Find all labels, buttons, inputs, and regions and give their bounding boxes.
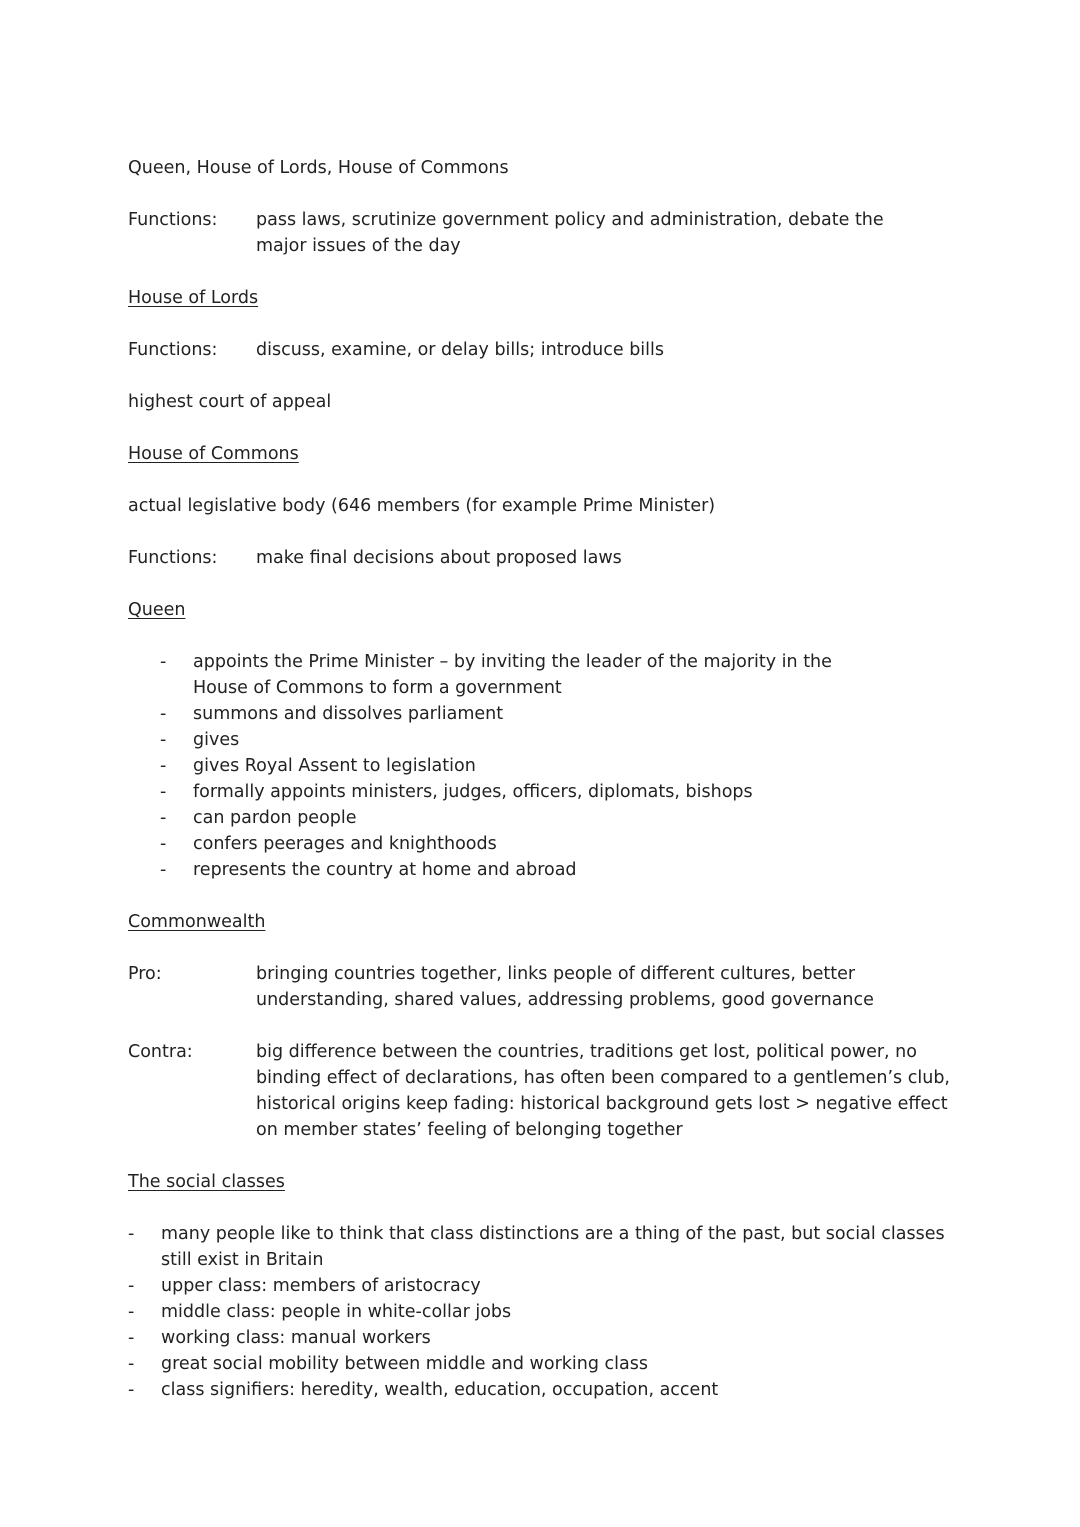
- list-item-text: formally appoints ministers, judges, officers, diplomats, bishops: [193, 782, 753, 802]
- list-item-text: many people like to think that class distinctions are a thing of the past, but social classes still exist in Britain: [161, 1224, 945, 1270]
- pro-value: bringing countries together, links people of different cultures, better understanding, shared values, addressing problems, good governance: [256, 964, 874, 1010]
- list-item: [128, 1299, 948, 1325]
- commons-functions-value: make final decisions about proposed laws: [256, 548, 622, 568]
- commonwealth-pro: [128, 961, 958, 1013]
- dash-bullet: -: [160, 834, 167, 854]
- list-item-text: great social mobility between middle and working class: [161, 1354, 648, 1374]
- list-item-text: class signifiers: heredity, wealth, education, occupation, accent: [161, 1380, 719, 1400]
- list-item: [128, 1351, 948, 1377]
- list-item: [128, 727, 888, 753]
- commons-description: actual legislative body (646 members (for example Prime Minister): [128, 496, 716, 516]
- dash-bullet: -: [160, 756, 167, 776]
- document-page: [128, 155, 958, 1403]
- list-item-text: upper class: members of aristocracy: [161, 1276, 481, 1296]
- social-classes-list: [128, 1221, 948, 1403]
- lords-functions-label: Functions:: [128, 340, 218, 360]
- intro-line: Queen, House of Lords, House of Commons: [128, 158, 509, 178]
- commons-functions-label: Functions:: [128, 548, 218, 568]
- contra-value: big difference between the countries, traditions get lost, political power, no binding effect of declarations, has often been compared to a gentlemen’s club, historical origins keep fading: historical background gets lost > negative effect on member states’ feeling of belonging together: [256, 1042, 950, 1140]
- house-of-lords-heading: House of Lords: [128, 288, 259, 308]
- dash-bullet: -: [160, 730, 167, 750]
- list-item-text: represents the country at home and abroad: [193, 860, 577, 880]
- list-item-text: middle class: people in white-collar jobs: [161, 1302, 512, 1322]
- commonwealth-heading: Commonwealth: [128, 912, 266, 932]
- dash-bullet: -: [128, 1276, 135, 1296]
- commons-functions: [128, 545, 958, 571]
- list-item: [128, 701, 888, 727]
- parliament-functions: [128, 207, 958, 259]
- dash-bullet: -: [128, 1328, 135, 1348]
- dash-bullet: -: [160, 808, 167, 828]
- list-item: [128, 1325, 948, 1351]
- lords-functions-value: discuss, examine, or delay bills; introduce bills: [256, 340, 665, 360]
- dash-bullet: -: [160, 782, 167, 802]
- house-of-commons-heading: House of Commons: [128, 444, 299, 464]
- commonwealth-contra: [128, 1039, 958, 1143]
- list-item-text: appoints the Prime Minister – by inviting the leader of the majority in the House of Commons to form a government: [193, 652, 832, 698]
- dash-bullet: -: [128, 1354, 135, 1374]
- list-item-text: gives Royal Assent to legislation: [193, 756, 476, 776]
- queen-heading: Queen: [128, 600, 186, 620]
- dash-bullet: -: [128, 1224, 135, 1244]
- list-item: [128, 779, 888, 805]
- lords-note: highest court of appeal: [128, 392, 332, 412]
- list-item-text: can pardon people: [193, 808, 357, 828]
- dash-bullet: -: [160, 860, 167, 880]
- lords-functions: [128, 337, 958, 363]
- list-item: [128, 649, 888, 701]
- list-item: [128, 857, 888, 883]
- contra-label: Contra:: [128, 1042, 193, 1062]
- list-item: [128, 805, 888, 831]
- social-classes-heading: The social classes: [128, 1172, 285, 1192]
- dash-bullet: -: [128, 1380, 135, 1400]
- list-item-text: confers peerages and knighthoods: [193, 834, 497, 854]
- dash-bullet: -: [128, 1302, 135, 1322]
- list-item: [128, 1221, 948, 1273]
- list-item-text: working class: manual workers: [161, 1328, 431, 1348]
- list-item: [128, 1377, 948, 1403]
- dash-bullet: -: [160, 652, 167, 672]
- parliament-functions-label: Functions:: [128, 210, 218, 230]
- queen-list: [128, 649, 888, 883]
- list-item-text: gives: [193, 730, 240, 750]
- list-item-text: summons and dissolves parliament: [193, 704, 504, 724]
- parliament-functions-value: pass laws, scrutinize government policy and administration, debate the major issues of the day: [256, 210, 884, 256]
- pro-label: Pro:: [128, 964, 162, 984]
- list-item: [128, 831, 888, 857]
- list-item: [128, 1273, 948, 1299]
- list-item: [128, 753, 888, 779]
- dash-bullet: -: [160, 704, 167, 724]
